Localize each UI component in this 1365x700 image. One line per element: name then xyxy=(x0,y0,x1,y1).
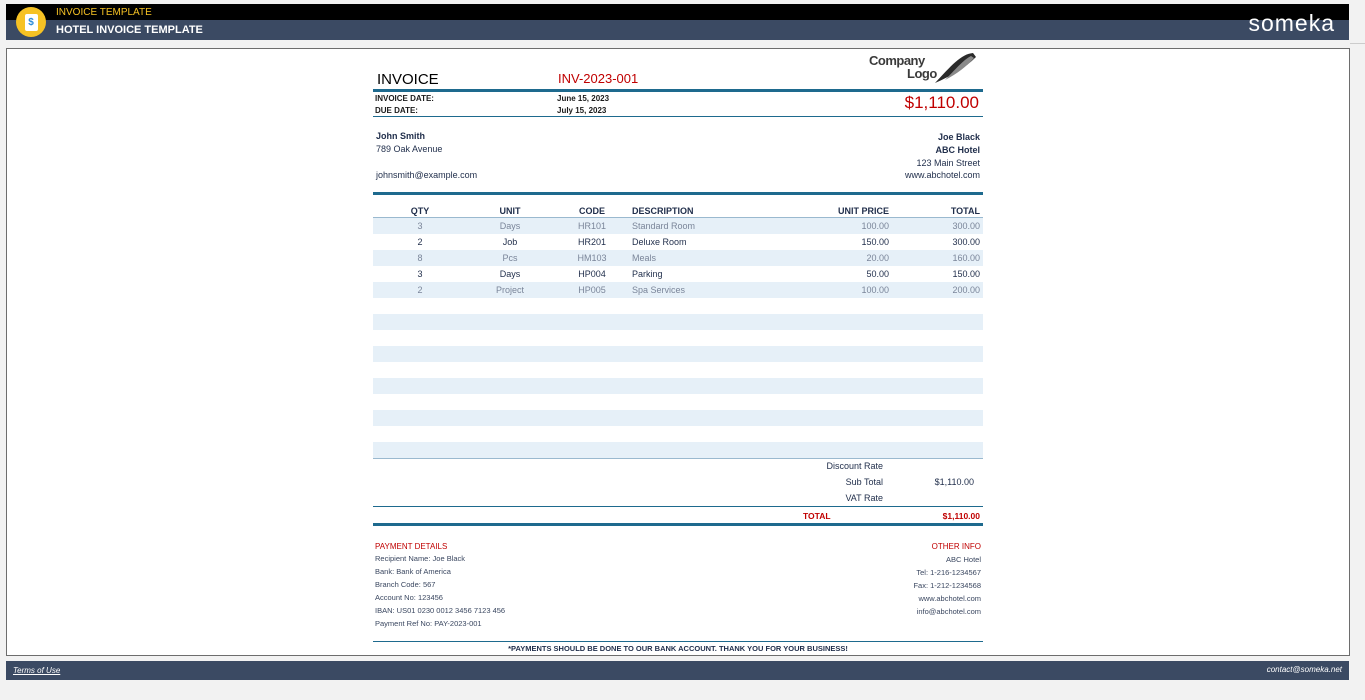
payment-account[interactable]: Account No: 123456 xyxy=(375,593,443,602)
empty-row[interactable] xyxy=(373,442,983,458)
other-fax[interactable]: Fax: 1-212-1234568 xyxy=(913,581,981,590)
payment-recipient[interactable]: Recipient Name: Joe Black xyxy=(375,554,466,563)
row-unit[interactable]: Days xyxy=(499,269,521,279)
subtotal-label: Sub Total xyxy=(845,477,883,487)
subtotal-value: $1,110.00 xyxy=(934,477,974,487)
row-description[interactable]: Standard Room xyxy=(632,221,696,231)
table-row[interactable] xyxy=(373,234,983,250)
invoice-date-value[interactable]: June 15, 2023 xyxy=(557,94,610,103)
table-top-rule xyxy=(373,192,983,195)
logo-swoosh-icon xyxy=(921,52,977,86)
row-unit[interactable]: Pcs xyxy=(502,253,518,263)
grand-total-display: $1,110.00 xyxy=(904,93,979,112)
row-qty[interactable]: 2 xyxy=(417,237,423,247)
sender-company[interactable]: ABC Hotel xyxy=(935,145,980,155)
payment-iban[interactable]: IBAN: US01 0230 0012 3456 7123 456 xyxy=(375,606,506,615)
payment-note: *PAYMENTS SHOULD BE DONE TO OUR BANK ACCOUNT. THANK YOU FOR YOUR BUSINESS! xyxy=(508,644,848,653)
col-qty: QTY xyxy=(410,206,430,216)
row-qty[interactable]: 2 xyxy=(417,285,423,295)
invoice-number[interactable]: INV-2023-001 xyxy=(558,71,639,86)
vat-rate-label: VAT Rate xyxy=(845,493,883,503)
row-unit[interactable]: Job xyxy=(502,237,518,247)
client-address[interactable]: 789 Oak Avenue xyxy=(376,144,443,154)
row-total: 150.00 xyxy=(952,269,980,279)
empty-row[interactable] xyxy=(373,394,983,410)
row-description[interactable]: Spa Services xyxy=(632,285,686,295)
row-unit[interactable]: Project xyxy=(495,285,524,295)
table-row[interactable] xyxy=(373,218,983,234)
app-header xyxy=(6,4,1349,40)
dollar-document-icon: $ xyxy=(25,14,38,31)
col-unit: UNIT xyxy=(499,206,521,216)
payment-branch[interactable]: Branch Code: 567 xyxy=(375,580,436,589)
table-row[interactable] xyxy=(373,282,983,298)
payment-details-title: PAYMENT DETAILS xyxy=(375,542,448,551)
discount-rate-label: Discount Rate xyxy=(826,461,883,471)
empty-row[interactable] xyxy=(373,346,983,362)
header-rule xyxy=(373,89,983,92)
col-unit-price: UNIT PRICE xyxy=(837,206,889,216)
sender-address[interactable]: 123 Main Street xyxy=(916,158,980,168)
payment-ref[interactable]: Payment Ref No: PAY-2023-001 xyxy=(375,619,482,628)
col-total: TOTAL xyxy=(950,206,980,216)
empty-row[interactable] xyxy=(373,410,983,426)
row-unit-price[interactable]: 100.00 xyxy=(861,285,889,295)
meta-rule xyxy=(373,116,983,117)
other-email[interactable]: info@abchotel.com xyxy=(916,607,981,616)
col-description: DESCRIPTION xyxy=(632,206,694,216)
row-unit-price[interactable]: 150.00 xyxy=(861,237,889,247)
row-unit-price[interactable]: 100.00 xyxy=(861,221,889,231)
terms-of-use-link[interactable]: Terms of Use xyxy=(13,666,61,675)
row-qty[interactable]: 3 xyxy=(417,221,423,231)
payment-bank[interactable]: Bank: Bank of America xyxy=(375,567,451,576)
empty-row[interactable] xyxy=(373,362,983,378)
empty-row[interactable] xyxy=(373,330,983,346)
row-code[interactable]: HP005 xyxy=(578,285,606,295)
logo-text-line2: Logo xyxy=(907,66,937,81)
sender-name[interactable]: Joe Black xyxy=(937,132,980,142)
empty-row[interactable] xyxy=(373,378,983,394)
row-unit-price[interactable]: 20.00 xyxy=(866,253,889,263)
other-website[interactable]: www.abchotel.com xyxy=(918,594,981,603)
invoice-label: INVOICE xyxy=(377,71,439,88)
row-total: 300.00 xyxy=(952,237,980,247)
empty-row[interactable] xyxy=(373,314,983,330)
due-date-value[interactable]: July 15, 2023 xyxy=(557,106,607,115)
company-logo[interactable] xyxy=(865,52,977,88)
row-code[interactable]: HM103 xyxy=(577,253,607,263)
other-info-title: OTHER INFO xyxy=(931,542,981,551)
total-value: $1,110.00 xyxy=(942,511,980,521)
row-unit-price[interactable]: 50.00 xyxy=(866,269,889,279)
row-total: 200.00 xyxy=(952,285,980,295)
empty-row[interactable] xyxy=(373,426,983,442)
col-code: CODE xyxy=(578,206,605,216)
app-footer xyxy=(6,661,1349,680)
row-description[interactable]: Deluxe Room xyxy=(632,237,687,247)
footer-rule xyxy=(373,641,983,642)
client-email[interactable]: johnsmith@example.com xyxy=(376,170,478,180)
row-unit[interactable]: Days xyxy=(499,221,521,231)
invoice-document xyxy=(373,52,983,657)
summary-bottom-rule xyxy=(373,523,983,526)
contact-email[interactable]: contact@someka.net xyxy=(1266,665,1342,674)
sender-website[interactable]: www.abchotel.com xyxy=(904,170,980,180)
total-label: TOTAL xyxy=(803,511,831,521)
template-category: INVOICE TEMPLATE xyxy=(56,7,152,18)
table-bottom-rule xyxy=(373,458,983,459)
divider xyxy=(1350,43,1365,44)
row-code[interactable]: HP004 xyxy=(578,269,606,279)
invoice-icon xyxy=(16,7,46,37)
row-code[interactable]: HR201 xyxy=(577,237,606,247)
items-table-header xyxy=(373,205,983,218)
row-qty[interactable]: 8 xyxy=(417,253,423,263)
row-description[interactable]: Meals xyxy=(632,253,657,263)
other-company[interactable]: ABC Hotel xyxy=(945,555,981,564)
row-total: 300.00 xyxy=(952,221,980,231)
someka-logo[interactable]: someka xyxy=(1248,10,1335,36)
client-name[interactable]: John Smith xyxy=(376,131,425,141)
template-title: HOTEL INVOICE TEMPLATE xyxy=(56,24,203,36)
invoice-date-label: INVOICE DATE: xyxy=(375,94,434,103)
due-date-label: DUE DATE: xyxy=(375,106,418,115)
total-rule xyxy=(373,506,983,507)
row-description[interactable]: Parking xyxy=(632,269,663,279)
table-row[interactable] xyxy=(373,266,983,282)
empty-row[interactable] xyxy=(373,298,983,314)
logo-text-line1: Company xyxy=(869,53,925,68)
row-qty[interactable]: 3 xyxy=(417,269,423,279)
row-total: 160.00 xyxy=(952,253,980,263)
other-tel[interactable]: Tel: 1-216-1234567 xyxy=(916,568,981,577)
row-code[interactable]: HR101 xyxy=(577,221,606,231)
table-row[interactable] xyxy=(373,250,983,266)
header-top-bar xyxy=(6,4,1349,20)
